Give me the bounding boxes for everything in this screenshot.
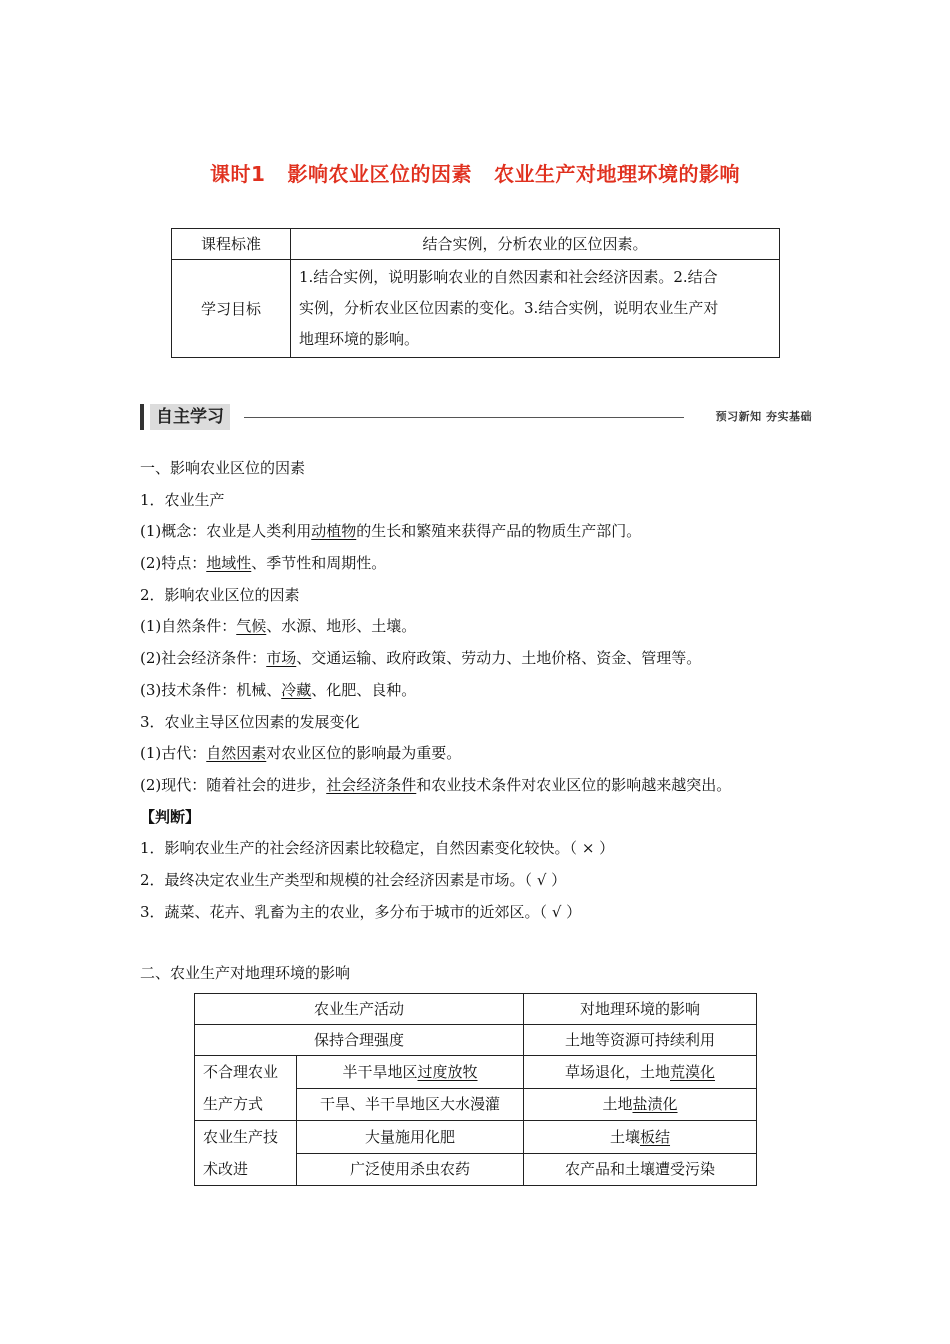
text: 土壤 <box>609 1127 640 1146</box>
standard-key: 课程标准 <box>172 229 291 260</box>
impact-cell: 土地等资源可持续利用 <box>524 1025 757 1056</box>
standards-table <box>171 228 780 358</box>
impact-cell <box>524 1056 757 1089</box>
subheading: 1．农业生产 <box>140 490 225 509</box>
subheading: 3．农业主导区位因素的发展变化 <box>140 712 360 731</box>
title-topic-2: 农业生产对地理环境的影响 <box>493 162 740 186</box>
judge-item: 2．最终决定农业生产类型和规模的社会经济因素是市场。（ √ ） <box>140 870 567 889</box>
answer-blank: 过度放牧 <box>417 1062 478 1081</box>
text: 对农业区位的影响最为重要。 <box>266 744 462 763</box>
group-line: 生产方式 <box>203 1095 264 1113</box>
objective-line: 1.结合实例，说明影响农业的自然因素和社会经济因素。2.结合 <box>299 268 718 286</box>
group-cell <box>195 1121 297 1186</box>
tech-line <box>140 675 830 707</box>
text: (1)自然条件： <box>140 617 237 636</box>
section-header-subtitle: 预习新知 夯实基础 <box>715 410 812 423</box>
text: (3)技术条件：机械、 <box>140 680 282 699</box>
text: 、水源、地形、土壤。 <box>266 617 417 636</box>
text: (2)现代：随着社会的进步， <box>140 775 327 794</box>
objective-value <box>291 260 780 358</box>
title-lesson: 课时1 <box>210 162 266 186</box>
text: (1)概念：农业是人类利用 <box>140 522 312 541</box>
impact-cell <box>524 1121 757 1154</box>
answer-blank: 气候 <box>236 617 267 636</box>
answer-blank: 动植物 <box>311 522 357 541</box>
activity-cell: 干旱、半干旱地区大水漫灌 <box>297 1088 524 1121</box>
section1-heading: 一、影响农业区位的因素 <box>140 459 306 477</box>
judge-item: 3．蔬菜、花卉、乳畜为主的农业，多分布于城市的近郊区。（ √ ） <box>140 902 582 921</box>
text: 、交通运输、政府政策、劳动力、土地价格、资金、管理等。 <box>296 649 702 668</box>
col-header-impact: 对地理环境的影响 <box>524 994 757 1025</box>
judge-label: 【判断】 <box>140 807 201 826</box>
impact-cell: 农产品和土壤遭受污染 <box>524 1153 757 1186</box>
activity-cell <box>297 1056 524 1089</box>
section1 <box>140 453 830 928</box>
social-line <box>140 643 830 675</box>
text: 草场退化，土地 <box>564 1062 670 1081</box>
standard-value: 结合实例，分析农业的区位因素。 <box>291 229 780 260</box>
impact-cell <box>524 1088 757 1121</box>
group-cell <box>195 1056 297 1121</box>
ancient-line <box>140 738 830 770</box>
group-line: 农业生产技 <box>203 1128 279 1146</box>
text: 半干旱地区 <box>342 1062 418 1081</box>
section-header <box>140 402 812 432</box>
activity-cell: 保持合理强度 <box>195 1025 524 1056</box>
title-topic-1: 影响农业区位的因素 <box>287 162 472 186</box>
objective-line: 地理环境的影响。 <box>299 330 420 348</box>
answer-blank: 市场 <box>266 649 297 668</box>
natural-line <box>140 611 830 643</box>
group-line: 术改进 <box>203 1160 249 1178</box>
judge-item: 1．影响农业生产的社会经济因素比较稳定，自然因素变化较快。（ × ） <box>140 839 615 858</box>
section-header-label: 自主学习 <box>150 404 230 430</box>
activity-cell: 广泛使用杀虫农药 <box>297 1153 524 1186</box>
answer-blank: 冷藏 <box>281 680 312 699</box>
text: 、季节性和周期性。 <box>251 554 387 573</box>
text: (1)古代： <box>140 744 207 763</box>
answer-blank: 荒漠化 <box>670 1062 716 1081</box>
answer-blank: 板结 <box>640 1127 671 1146</box>
page-title <box>0 158 950 187</box>
header-divider <box>244 417 684 418</box>
col-header-activity: 农业生产活动 <box>195 994 524 1025</box>
answer-blank: 盐渍化 <box>632 1095 678 1114</box>
answer-blank: 自然因素 <box>206 744 267 763</box>
activity-cell: 大量施用化肥 <box>297 1121 524 1154</box>
section2-heading: 二、农业生产对地理环境的影响 <box>140 964 351 982</box>
objective-line: 实例，分析农业区位因素的变化。3.结合实例，说明农业生产对 <box>299 299 719 317</box>
concept-line <box>140 516 830 548</box>
header-bar <box>140 404 144 430</box>
feature-line <box>140 548 830 580</box>
answer-blank: 地域性 <box>206 554 252 573</box>
modern-line <box>140 770 830 802</box>
text: 、化肥、良种。 <box>311 680 417 699</box>
answer-blank: 社会经济条件 <box>326 775 417 794</box>
text: 土地 <box>602 1095 633 1114</box>
objective-key: 学习目标 <box>172 260 291 358</box>
subheading: 2．影响农业区位的因素 <box>140 585 300 604</box>
text: (2)社会经济条件： <box>140 649 267 668</box>
impact-table <box>194 993 757 1186</box>
text: 的生长和繁殖来获得产品的物质生产部门。 <box>356 522 642 541</box>
text: 和农业技术条件对农业区位的影响越来越突出。 <box>416 775 732 794</box>
group-line: 不合理农业 <box>203 1063 279 1081</box>
text: (2)特点： <box>140 554 207 573</box>
